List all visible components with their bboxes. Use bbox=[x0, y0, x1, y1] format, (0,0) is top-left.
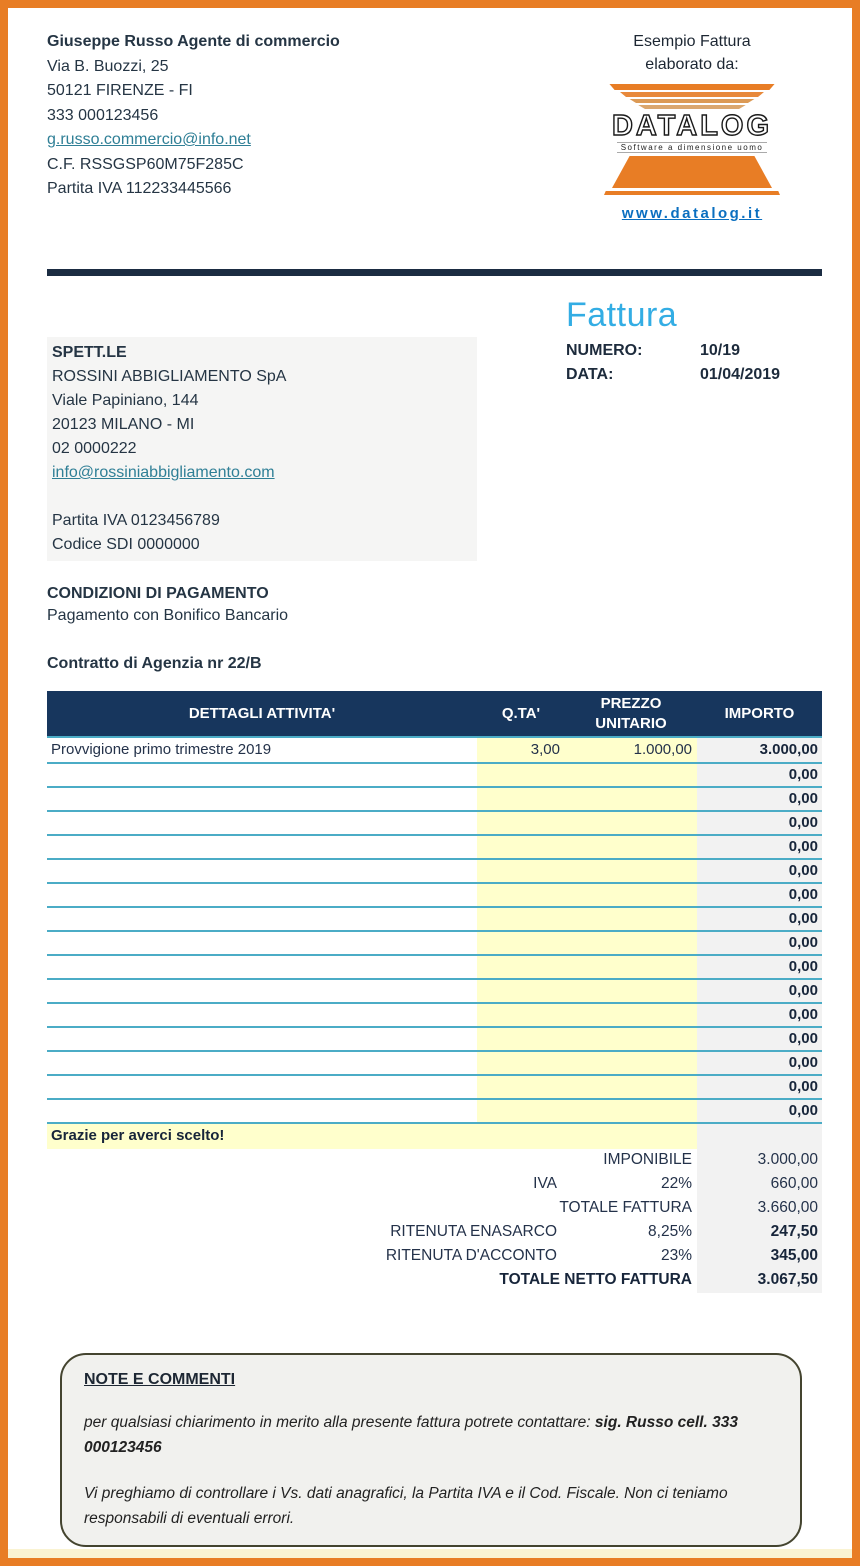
recipient-vat: Partita IVA 0123456789 bbox=[52, 512, 220, 529]
row-description bbox=[47, 980, 477, 1002]
contract-line: Contratto di Agenzia nr 22/B bbox=[47, 655, 262, 672]
totals-label: TOTALE NETTO FATTURA bbox=[499, 1271, 692, 1288]
row-qty: 3,00 bbox=[477, 738, 565, 762]
row-unit-price bbox=[565, 1052, 697, 1074]
table-row-empty bbox=[47, 812, 822, 836]
notes-paragraph-2: Vi preghiamo di controllare i Vs. dati anagrafici, la Partita IVA e il Cod. Fiscale. Non ci teniamo responsabili di eventuali errori. bbox=[84, 1485, 728, 1527]
row-amount: 0,00 bbox=[697, 812, 822, 834]
row-amount: 0,00 bbox=[697, 1076, 822, 1098]
notes-paragraph-1 bbox=[84, 1410, 778, 1460]
row-qty bbox=[477, 884, 565, 906]
totals-percent: 8,25% bbox=[648, 1223, 692, 1240]
row-description bbox=[47, 1004, 477, 1026]
row-qty bbox=[477, 1100, 565, 1122]
sender-address-line2: 50121 FIRENZE - FI bbox=[47, 82, 193, 99]
table-row-empty bbox=[47, 956, 822, 980]
row-amount: 0,00 bbox=[697, 908, 822, 930]
row-unit-price bbox=[565, 932, 697, 954]
logo-stripe-icon bbox=[606, 84, 778, 90]
thanks-row bbox=[47, 1124, 822, 1149]
row-unit-price bbox=[565, 884, 697, 906]
totals-value: 3.660,00 bbox=[697, 1197, 822, 1221]
row-qty bbox=[477, 788, 565, 810]
totals-label: TOTALE FATTURA bbox=[559, 1199, 692, 1216]
invoice-date-label: DATA: bbox=[566, 366, 614, 383]
row-amount: 0,00 bbox=[697, 788, 822, 810]
table-row-empty bbox=[47, 1052, 822, 1076]
totals-value: 247,50 bbox=[697, 1221, 822, 1245]
row-description bbox=[47, 1076, 477, 1098]
meta-section bbox=[47, 276, 822, 561]
recipient-block bbox=[47, 337, 477, 561]
table-row-empty bbox=[47, 860, 822, 884]
row-unit-price bbox=[565, 764, 697, 786]
row-amount: 0,00 bbox=[697, 956, 822, 978]
sender-name: Giuseppe Russo Agente di commercio bbox=[47, 33, 340, 50]
table-row-empty bbox=[47, 764, 822, 788]
header bbox=[47, 30, 822, 223]
table-row-empty bbox=[47, 980, 822, 1004]
bottom-strip bbox=[8, 1549, 852, 1558]
recipient-salutation: SPETT.LE bbox=[52, 344, 127, 361]
row-qty bbox=[477, 860, 565, 882]
totals-value: 3.000,00 bbox=[697, 1149, 822, 1173]
row-description: Provvigione primo trimestre 2019 bbox=[47, 738, 477, 762]
row-qty bbox=[477, 1052, 565, 1074]
notes-p1-contact: sig. Russo cell. 333 000123456 bbox=[84, 1414, 738, 1456]
header-qty: Q.TA' bbox=[501, 704, 541, 722]
row-unit-price bbox=[565, 860, 697, 882]
sender-vat: Partita IVA 112233445566 bbox=[47, 180, 232, 197]
totals-percent: 22% bbox=[660, 1175, 692, 1192]
recipient-sdi-code: Codice SDI 0000000 bbox=[52, 536, 200, 553]
totals-label: IMPONIBILE bbox=[603, 1151, 692, 1168]
row-unit-price bbox=[565, 1100, 697, 1122]
sender-fiscal-code: C.F. RSSGSP60M75F285C bbox=[47, 155, 244, 173]
row-unit-price bbox=[565, 788, 697, 810]
invoice-meta bbox=[566, 295, 822, 387]
totals-row bbox=[47, 1269, 822, 1293]
invoice-date-value: 01/04/2019 bbox=[700, 366, 781, 383]
sender-email-link[interactable]: g.russo.commercio@info.net bbox=[47, 131, 251, 148]
totals-row bbox=[47, 1173, 822, 1197]
totals-row bbox=[47, 1245, 822, 1269]
invoice-number-label: NUMERO: bbox=[566, 342, 643, 359]
totals-row bbox=[47, 1221, 822, 1245]
invoice-number-value: 10/19 bbox=[700, 342, 741, 359]
totals-label: RITENUTA D'ACCONTO bbox=[385, 1247, 557, 1264]
row-unit-price bbox=[565, 908, 697, 930]
row-qty bbox=[477, 956, 565, 978]
table-row-empty bbox=[47, 836, 822, 860]
notes-box bbox=[60, 1353, 802, 1547]
totals-label: RITENUTA ENASARCO bbox=[390, 1223, 557, 1240]
row-amount: 0,00 bbox=[697, 836, 822, 858]
spacer bbox=[52, 485, 472, 509]
notes-title: NOTE E COMMENTI bbox=[84, 1371, 236, 1388]
logo-caption-line2: elaborato da: bbox=[645, 56, 739, 73]
row-unit-price: 1.000,00 bbox=[565, 738, 697, 762]
table-row-empty bbox=[47, 908, 822, 932]
recipient-company: ROSSINI ABBIGLIAMENTO SpA bbox=[52, 368, 287, 385]
row-description bbox=[47, 932, 477, 954]
row-qty bbox=[477, 1004, 565, 1026]
logo-caption-line1: Esempio Fattura bbox=[633, 33, 751, 50]
payment-conditions-heading: CONDIZIONI DI PAGAMENTO bbox=[47, 585, 269, 602]
row-unit-price bbox=[565, 956, 697, 978]
row-description bbox=[47, 764, 477, 786]
totals-label: IVA bbox=[533, 1175, 557, 1192]
row-description bbox=[47, 860, 477, 882]
sender-address-line1: Via B. Buozzi, 25 bbox=[47, 57, 169, 75]
row-amount: 0,00 bbox=[697, 764, 822, 786]
row-unit-price bbox=[565, 1028, 697, 1050]
logo-block bbox=[576, 30, 808, 223]
row-qty bbox=[477, 1076, 565, 1098]
row-qty bbox=[477, 932, 565, 954]
totals bbox=[47, 1149, 822, 1293]
recipient-address-line1: Viale Papiniano, 144 bbox=[52, 392, 199, 409]
datalog-website-link[interactable]: www.datalog.it bbox=[621, 205, 763, 222]
row-description bbox=[47, 1100, 477, 1122]
invoice-number-row bbox=[566, 339, 822, 363]
invoice-title: Fattura bbox=[566, 296, 678, 334]
table-row-empty bbox=[47, 1100, 822, 1124]
header-divider bbox=[47, 269, 822, 276]
invoice-date-row bbox=[566, 363, 822, 387]
totals-value: 660,00 bbox=[697, 1173, 822, 1197]
sender-block bbox=[47, 30, 477, 202]
table-row-empty bbox=[47, 1028, 822, 1052]
table-row-empty bbox=[47, 932, 822, 956]
recipient-email-link[interactable]: info@rossiniabbigliamento.com bbox=[52, 464, 275, 481]
row-amount: 0,00 bbox=[697, 1004, 822, 1026]
row-amount: 0,00 bbox=[697, 884, 822, 906]
row-qty bbox=[477, 764, 565, 786]
row-amount: 0,00 bbox=[697, 1028, 822, 1050]
row-amount: 0,00 bbox=[697, 860, 822, 882]
row-unit-price bbox=[565, 980, 697, 1002]
notes-p1-text: per qualsiasi chiarimento in merito alla presente fattura potrete contattare: bbox=[84, 1414, 595, 1431]
table-body bbox=[47, 736, 822, 1149]
logo-trapezoid-thin-icon bbox=[604, 191, 780, 195]
row-description bbox=[47, 1052, 477, 1074]
row-description bbox=[47, 908, 477, 930]
table-empty-rows bbox=[47, 764, 822, 1124]
totals-value: 3.067,50 bbox=[697, 1269, 822, 1293]
payment-conditions-text: Pagamento con Bonifico Bancario bbox=[47, 607, 289, 624]
row-description bbox=[47, 956, 477, 978]
row-description bbox=[47, 884, 477, 906]
table-row-empty bbox=[47, 788, 822, 812]
logo-trapezoid-icon bbox=[612, 156, 772, 188]
page-content bbox=[8, 8, 852, 1547]
logo-brand-text: DATALOG bbox=[611, 110, 773, 142]
row-qty bbox=[477, 1028, 565, 1050]
recipient-phone: 02 0000222 bbox=[52, 440, 137, 457]
header-amount: IMPORTO bbox=[724, 704, 795, 722]
row-qty bbox=[477, 980, 565, 1002]
header-unit-price bbox=[565, 692, 697, 736]
logo-stripe-icon bbox=[636, 105, 748, 109]
table-row-empty bbox=[47, 884, 822, 908]
activity-table bbox=[47, 691, 822, 1149]
row-description bbox=[47, 788, 477, 810]
row-amount: 0,00 bbox=[697, 1100, 822, 1122]
row-qty bbox=[477, 908, 565, 930]
totals-row bbox=[47, 1197, 822, 1221]
header-activity: DETTAGLI ATTIVITA' bbox=[188, 704, 336, 722]
row-description bbox=[47, 1028, 477, 1050]
row-amount: 0,00 bbox=[697, 932, 822, 954]
table-row-empty bbox=[47, 1004, 822, 1028]
logo-stripe-icon bbox=[617, 92, 767, 97]
row-amount: 3.000,00 bbox=[697, 738, 822, 762]
table-row bbox=[47, 738, 822, 764]
row-unit-price bbox=[565, 1004, 697, 1026]
row-unit-price bbox=[565, 1076, 697, 1098]
sender-phone: 333 000123456 bbox=[47, 106, 159, 124]
recipient-address-line2: 20123 MILANO - MI bbox=[52, 416, 195, 433]
row-description bbox=[47, 812, 477, 834]
row-amount: 0,00 bbox=[697, 1052, 822, 1074]
logo-tagline: Software a dimensione uomo bbox=[617, 142, 767, 153]
header-unit-price-line1: PREZZO bbox=[600, 694, 662, 712]
row-qty bbox=[477, 836, 565, 858]
thanks-message: Grazie per averci scelto! bbox=[47, 1124, 697, 1149]
row-description bbox=[47, 836, 477, 858]
totals-percent: 23% bbox=[660, 1247, 692, 1264]
row-amount: 0,00 bbox=[697, 980, 822, 1002]
logo-stripe-icon bbox=[627, 99, 757, 103]
header-unit-price-line2: UNITARIO bbox=[595, 714, 667, 732]
thanks-fill bbox=[697, 1124, 822, 1149]
row-unit-price bbox=[565, 836, 697, 858]
row-qty bbox=[477, 812, 565, 834]
totals-row bbox=[47, 1149, 822, 1173]
row-unit-price bbox=[565, 812, 697, 834]
datalog-logo bbox=[603, 84, 781, 195]
totals-value: 345,00 bbox=[697, 1245, 822, 1269]
table-row-empty bbox=[47, 1076, 822, 1100]
table-header-row bbox=[47, 691, 822, 736]
